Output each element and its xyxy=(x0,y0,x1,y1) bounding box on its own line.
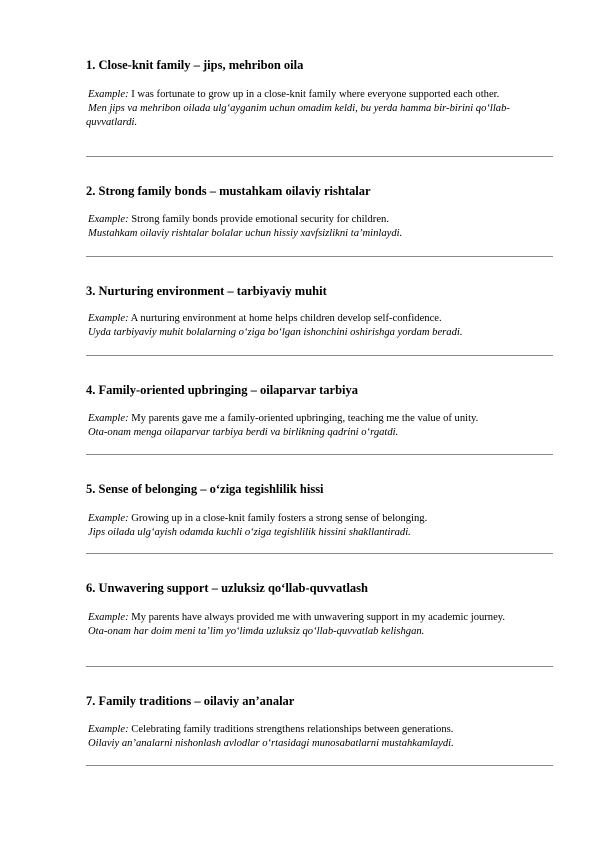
example-label: Example: xyxy=(88,89,129,100)
example-line xyxy=(86,723,546,737)
divider xyxy=(86,666,553,667)
example-line xyxy=(86,213,546,227)
example-label: Example: xyxy=(88,214,129,225)
example-text: My parents have always provided me with unwavering support in my academic journey. xyxy=(131,612,506,623)
divider xyxy=(86,355,553,356)
divider xyxy=(86,553,553,554)
translation-text: Jips oilada ulg‘ayish odamda kuchli o‘ziga tegishlilik hissini shakllantiradi. xyxy=(88,527,411,538)
entry-title: 3. Nurturing environment – tarbiyaviy muhit xyxy=(86,284,327,298)
example-line xyxy=(86,412,546,426)
example-label: Example: xyxy=(88,513,129,524)
example-line xyxy=(86,312,546,326)
divider xyxy=(86,454,553,455)
translation-line xyxy=(86,426,546,440)
entry-title: 2. Strong family bonds – mustahkam oilaviy rishtalar xyxy=(86,184,371,198)
translation-line xyxy=(86,102,546,129)
example-label: Example: xyxy=(88,724,129,735)
translation-line xyxy=(86,326,546,340)
example-label: Example: xyxy=(88,413,129,424)
example-line xyxy=(86,611,546,625)
translation-line xyxy=(86,625,546,639)
entry-title: 5. Sense of belonging – o‘ziga tegishlilik hissi xyxy=(86,482,324,496)
entry-title: 1. Close-knit family – jips, mehribon oila xyxy=(86,58,304,72)
translation-line xyxy=(86,737,546,751)
translation-line xyxy=(86,227,546,241)
translation-text: Uyda tarbiyaviy muhit bolalarning o‘ziga bo‘lgan ishonchini oshirishga yordam beradi. xyxy=(88,327,463,338)
example-label: Example: xyxy=(88,612,129,623)
entry-title: 7. Family traditions – oilaviy an’analar xyxy=(86,694,295,708)
example-text: Celebrating family traditions strengthens relationships between generations. xyxy=(131,724,454,735)
example-line xyxy=(86,88,546,102)
example-text: Strong family bonds provide emotional security for children. xyxy=(131,214,389,225)
example-text: I was fortunate to grow up in a close-knit family where everyone supported each other. xyxy=(131,89,500,100)
divider xyxy=(86,765,553,766)
example-text: My parents gave me a family-oriented upbringing, teaching me the value of unity. xyxy=(131,413,479,424)
translation-text: Ota-onam menga oilaparvar tarbiya berdi va birlikning qadrini o‘rgatdi. xyxy=(88,427,399,438)
example-line xyxy=(86,512,546,526)
entry-title: 4. Family-oriented upbringing – oilaparvar tarbiya xyxy=(86,383,358,397)
translation-text: Oilaviy an’analarni nishonlash avlodlar o‘rtasidagi munosabatlarni mustahkamlaydi. xyxy=(88,738,454,749)
divider xyxy=(86,156,553,157)
example-text: A nurturing environment at home helps children develop self-confidence. xyxy=(130,313,442,324)
divider xyxy=(86,256,553,257)
example-label: Example: xyxy=(88,313,129,324)
example-text: Growing up in a close-knit family fosters a strong sense of belonging. xyxy=(131,513,428,524)
translation-text: Men jips va mehribon oilada ulg‘ayganim uchun omadim keldi, bu yerda hamma bir-birini qo‘llab-quvvatlardi. xyxy=(86,103,510,128)
entry-title: 6. Unwavering support – uzluksiz qo‘llab-quvvatlash xyxy=(86,581,369,595)
translation-text: Mustahkam oilaviy rishtalar bolalar uchun hissiy xavfsizlikni ta’minlaydi. xyxy=(88,228,403,239)
translation-line xyxy=(86,526,546,540)
translation-text: Ota-onam har doim meni ta’lim yo‘limda uzluksiz qo‘llab-quvvatlab kelishgan. xyxy=(88,626,425,637)
